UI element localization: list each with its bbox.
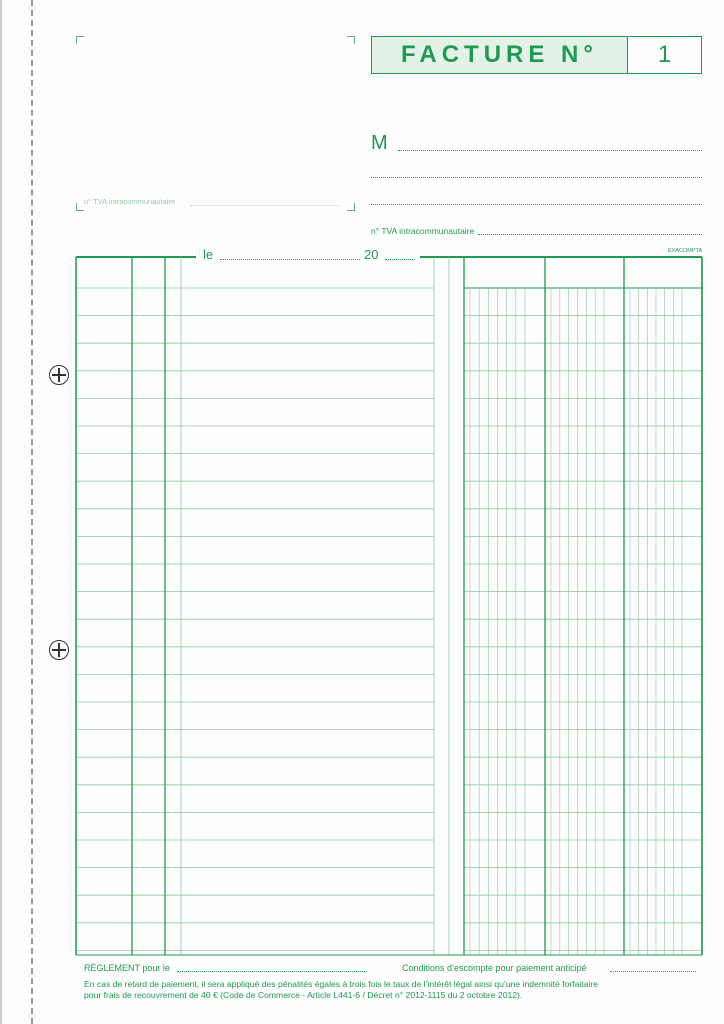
reglement-label: RÈGLEMENT pour le [84,963,170,973]
conditions-line [610,971,696,972]
recipient-prefix: M [371,132,388,154]
late-payment-notice-2: pour frais de recouvrement de 40 € (Code de Commerce - Article L441-6 / Décret n° 2012-1115 du 2 octobre 2012). [84,990,523,1000]
date-year-prefix: 20 [364,247,379,262]
recipient-tva-label: n° TVA intracommunautaire [371,226,475,236]
invoice-number: 1 [657,41,672,68]
date-le-label: le [203,247,214,262]
sender-tva-label: n° TVA intracommunautaire [84,197,176,206]
reglement-line [177,971,365,972]
brand-label: EXACOMPTA [668,248,703,254]
invoice-title: FACTURE N° [372,37,628,73]
late-payment-notice-1: En cas de retard de paiement, il sera appliqué des pénalités égales à trois fois le taux de l’intérêt légal ainsi qu’une indemnité forfaitaire [84,979,599,989]
conditions-label: Conditions d’escompte pour paiement anticipé [402,963,587,973]
